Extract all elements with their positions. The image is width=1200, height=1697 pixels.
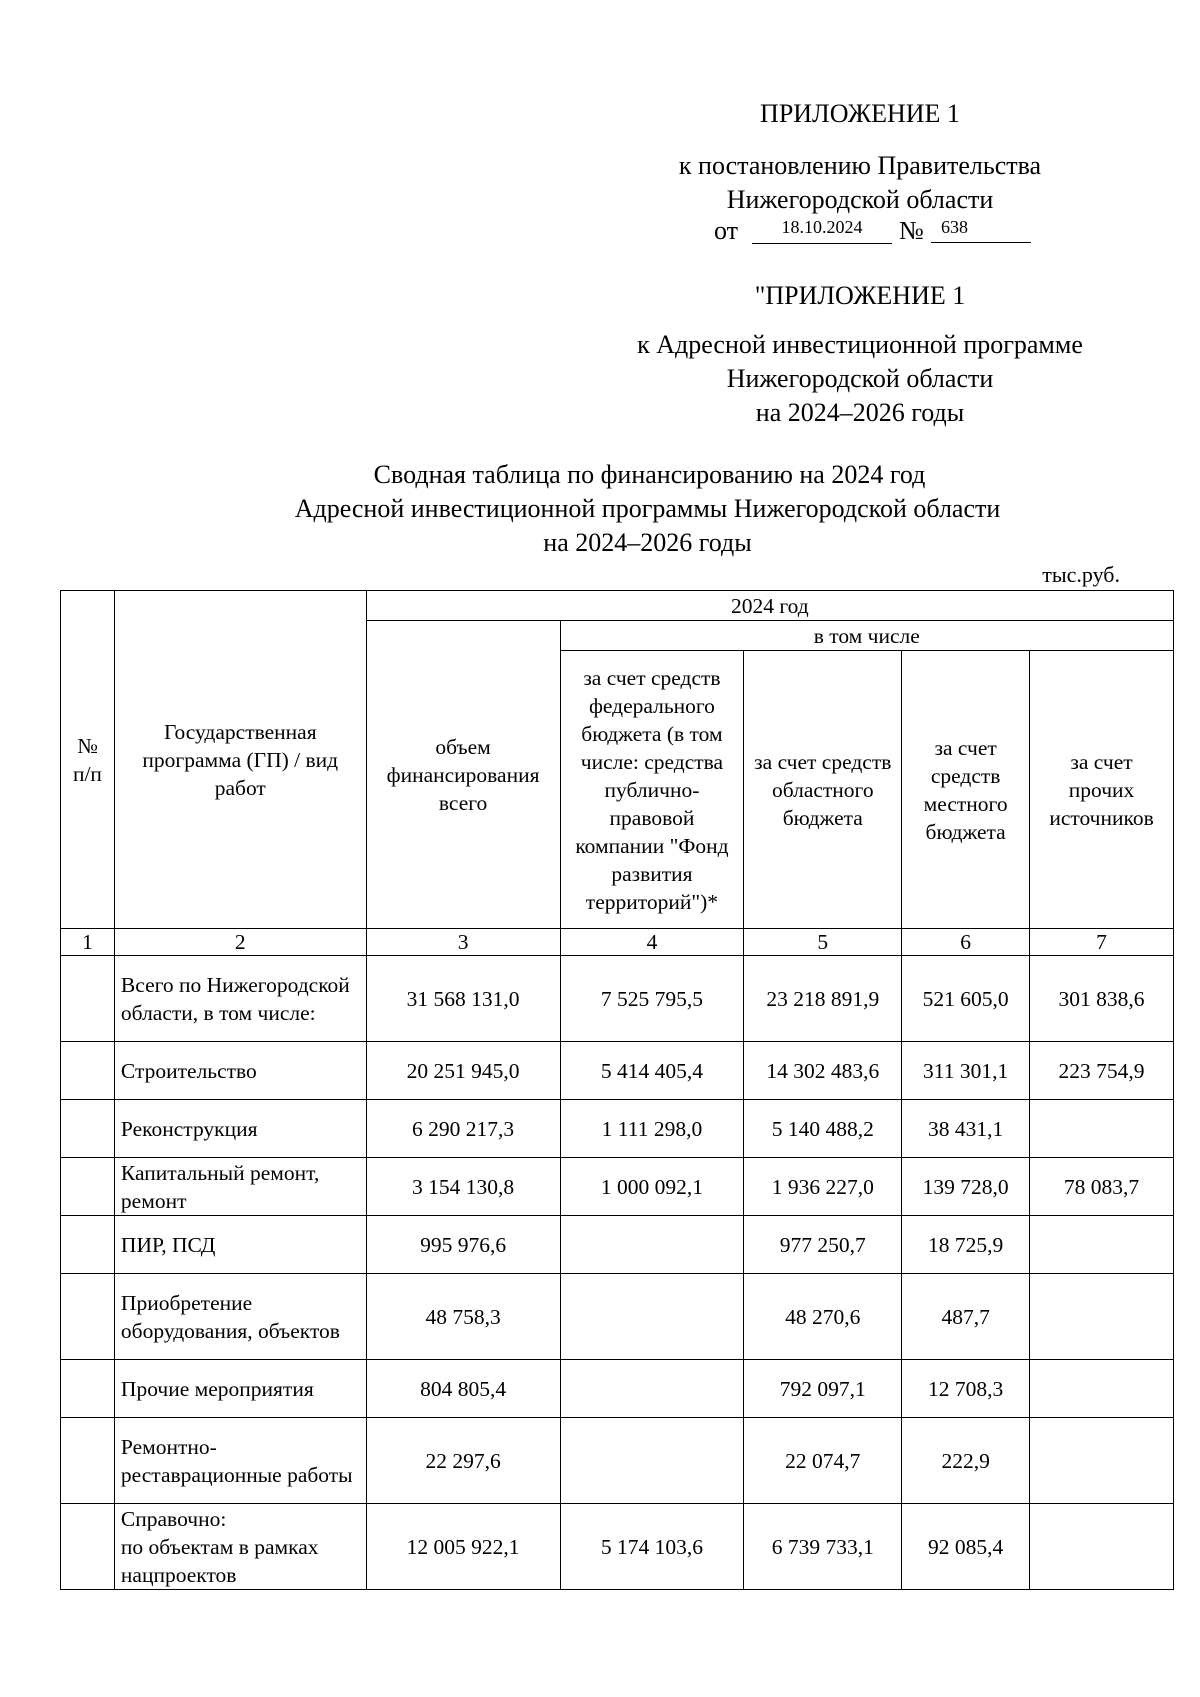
row-name: Прочие мероприятия [114,1360,366,1418]
header-col-other: за счет прочих источников [1030,651,1174,929]
row-federal [560,1274,744,1360]
row-other: 223 754,9 [1030,1042,1174,1100]
row-no [61,1100,115,1158]
number-prefix: № [899,216,924,245]
row-other [1030,1418,1174,1504]
row-local: 12 708,3 [902,1360,1030,1418]
row-name: Справочно: по объектам в рамках нацпроектов [114,1504,366,1590]
row-total: 31 568 131,0 [366,956,560,1042]
row-total: 48 758,3 [366,1274,560,1360]
resolution-line-2: Нижегородской области [726,185,994,214]
column-number: 3 [366,929,560,956]
row-total: 12 005 922,1 [366,1504,560,1590]
column-number: 7 [1030,929,1174,956]
row-local: 487,7 [902,1274,1030,1360]
row-total: 20 251 945,0 [366,1042,560,1100]
row-regional: 48 270,6 [744,1274,902,1360]
row-other [1030,1216,1174,1274]
date-prefix: от [714,216,739,245]
financing-table [60,590,1174,1590]
table-row [61,1100,1174,1158]
row-regional: 5 140 488,2 [744,1100,902,1158]
row-local: 18 725,9 [902,1216,1030,1274]
row-local: 92 085,4 [902,1504,1030,1590]
row-other [1030,1274,1174,1360]
table-row [61,1158,1174,1216]
row-other: 301 838,6 [1030,956,1174,1042]
header-col-total: объем финансирования всего [366,621,560,929]
row-no [61,1274,115,1360]
table-title-line-3: на 2024–2026 годы [543,528,752,557]
row-federal [560,1418,744,1504]
row-federal [560,1216,744,1274]
table-title-line-1: Сводная таблица по финансированию на 2024 год [373,460,926,489]
row-federal: 1 111 298,0 [560,1100,744,1158]
resolution-number: 638 [931,216,1031,243]
row-regional: 977 250,7 [744,1216,902,1274]
table-row [61,1360,1174,1418]
column-number: 1 [61,929,115,956]
header-col-no: № п/п [61,591,115,929]
row-no [61,1504,115,1590]
row-total: 3 154 130,8 [366,1158,560,1216]
row-name: Капитальный ремонт, ремонт [114,1158,366,1216]
row-no [61,1418,115,1504]
program-line-3: на 2024–2026 годы [755,398,965,427]
column-number: 6 [902,929,1030,956]
row-no [61,956,115,1042]
resolution-date-number [600,216,1120,248]
row-name: Приобретение оборудования, объектов [114,1274,366,1360]
row-regional: 23 218 891,9 [744,956,902,1042]
program-line-2: Нижегородской области [726,364,994,393]
header-year: 2024 год [366,591,1173,621]
header-including: в том числе [560,621,1173,651]
row-name: Реконструкция [114,1100,366,1158]
row-total: 995 976,6 [366,1216,560,1274]
units-label: тыс.руб. [1042,562,1120,587]
row-local: 38 431,1 [902,1100,1030,1158]
row-federal: 5 174 103,6 [560,1504,744,1590]
row-local: 222,9 [902,1418,1030,1504]
row-total: 22 297,6 [366,1418,560,1504]
row-no [61,1042,115,1100]
header-col-local: за счет средств местного бюджета [902,651,1030,929]
column-number: 2 [114,929,366,956]
row-regional: 1 936 227,0 [744,1158,902,1216]
table-row [61,1216,1174,1274]
row-regional: 6 739 733,1 [744,1504,902,1590]
row-name: Строительство [114,1042,366,1100]
row-federal: 1 000 092,1 [560,1158,744,1216]
program-line-1: к Адресной инвестиционной программе [637,330,1083,359]
appendix-title-2: "ПРИЛОЖЕНИЕ 1 [754,281,966,310]
row-federal [560,1360,744,1418]
header-col-regional: за счет средств областного бюджета [744,651,902,929]
appendix-title: ПРИЛОЖЕНИЕ 1 [760,99,960,128]
row-regional: 22 074,7 [744,1418,902,1504]
row-total: 804 805,4 [366,1360,560,1418]
row-total: 6 290 217,3 [366,1100,560,1158]
resolution-line-1: к постановлению Правительства [678,151,1042,180]
row-other [1030,1100,1174,1158]
table-row [61,1042,1174,1100]
row-no [61,1158,115,1216]
table-row [61,1418,1174,1504]
row-name: ПИР, ПСД [114,1216,366,1274]
row-name: Всего по Нижегородской области, в том числе: [114,956,366,1042]
row-local: 311 301,1 [902,1042,1030,1100]
row-no [61,1360,115,1418]
row-other [1030,1360,1174,1418]
row-local: 139 728,0 [902,1158,1030,1216]
header-col-program: Государственная программа (ГП) / вид работ [114,591,366,929]
row-local: 521 605,0 [902,956,1030,1042]
table-title-line-2: Адресной инвестиционной программы Нижегородской области [294,494,1001,523]
row-federal: 7 525 795,5 [560,956,744,1042]
resolution-date: 18.10.2024 [752,216,892,244]
header-col-federal: за счет средств федерального бюджета (в том числе: средства публично-правовой компании "Фонд развития территорий")* [560,651,744,929]
column-number: 4 [560,929,744,956]
row-name: Ремонтно-реставрационные работы [114,1418,366,1504]
row-regional: 14 302 483,6 [744,1042,902,1100]
column-number: 5 [744,929,902,956]
table-row [61,1504,1174,1590]
row-no [61,1216,115,1274]
row-federal: 5 414 405,4 [560,1042,744,1100]
table-row [61,956,1174,1042]
row-other: 78 083,7 [1030,1158,1174,1216]
row-other [1030,1504,1174,1590]
row-regional: 792 097,1 [744,1360,902,1418]
table-row [61,1274,1174,1360]
